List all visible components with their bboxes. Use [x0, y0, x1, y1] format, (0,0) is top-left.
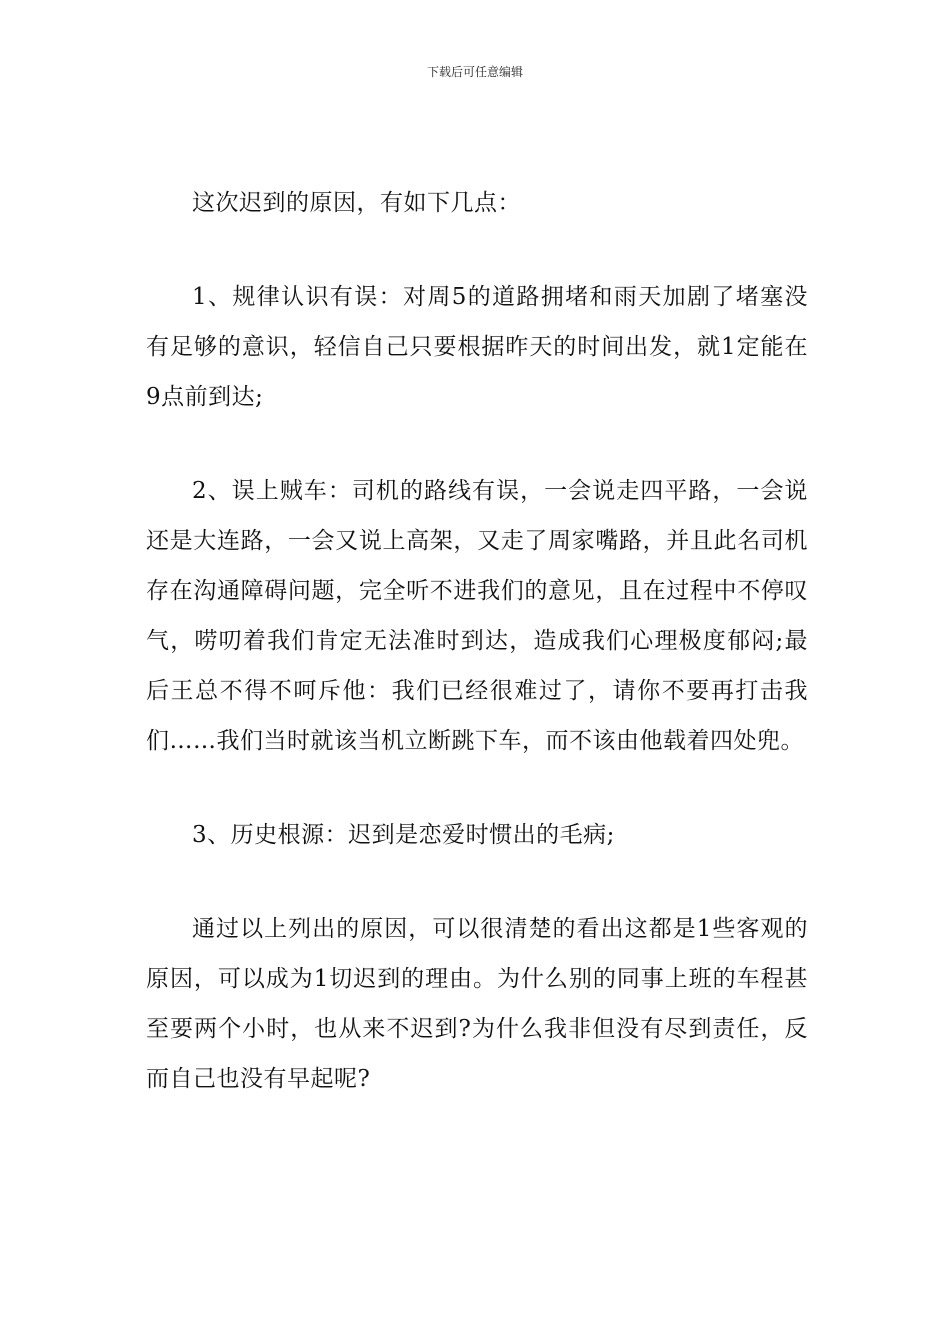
paragraph-reason-1: 1、规律认识有误：对周5的道路拥堵和雨天加剧了堵塞没有足够的意识，轻信自己只要根据昨天的时间出发，就1定能在9点前到达; [146, 284, 808, 410]
paragraph-reason-3: 3、历史根源：迟到是恋爱时惯出的毛病; [192, 822, 615, 848]
document-body [146, 178, 808, 1104]
page-header-note: 下载后可任意编辑 [426, 65, 523, 79]
paragraph-intro: 这次迟到的原因，有如下几点： [192, 190, 521, 216]
paragraph-conclusion: 通过以上列出的原因，可以很清楚的看出这都是1些客观的原因，可以成为1切迟到的理由。为什么别的同事上班的车程甚至要两个小时，也从来不迟到?为什么我非但没有尽到责任，反而自己也没有早起呢? [146, 916, 808, 1092]
paragraph-reason-2: 2、误上贼车：司机的路线有误，一会说走四平路，一会说还是大连路，一会又说上高架，又走了周家嘴路，并且此名司机存在沟通障碍问题，完全听不进我们的意见，且在过程中不停叹气，唠叨着我们肯定无法准时到达，造成我们心理极度郁闷;最后王总不得不呵斥他：我们已经很难过了，请你不要再打击我们……我们当时就该当机立断跳下车，而不该由他载着四处兜。 [146, 478, 808, 754]
